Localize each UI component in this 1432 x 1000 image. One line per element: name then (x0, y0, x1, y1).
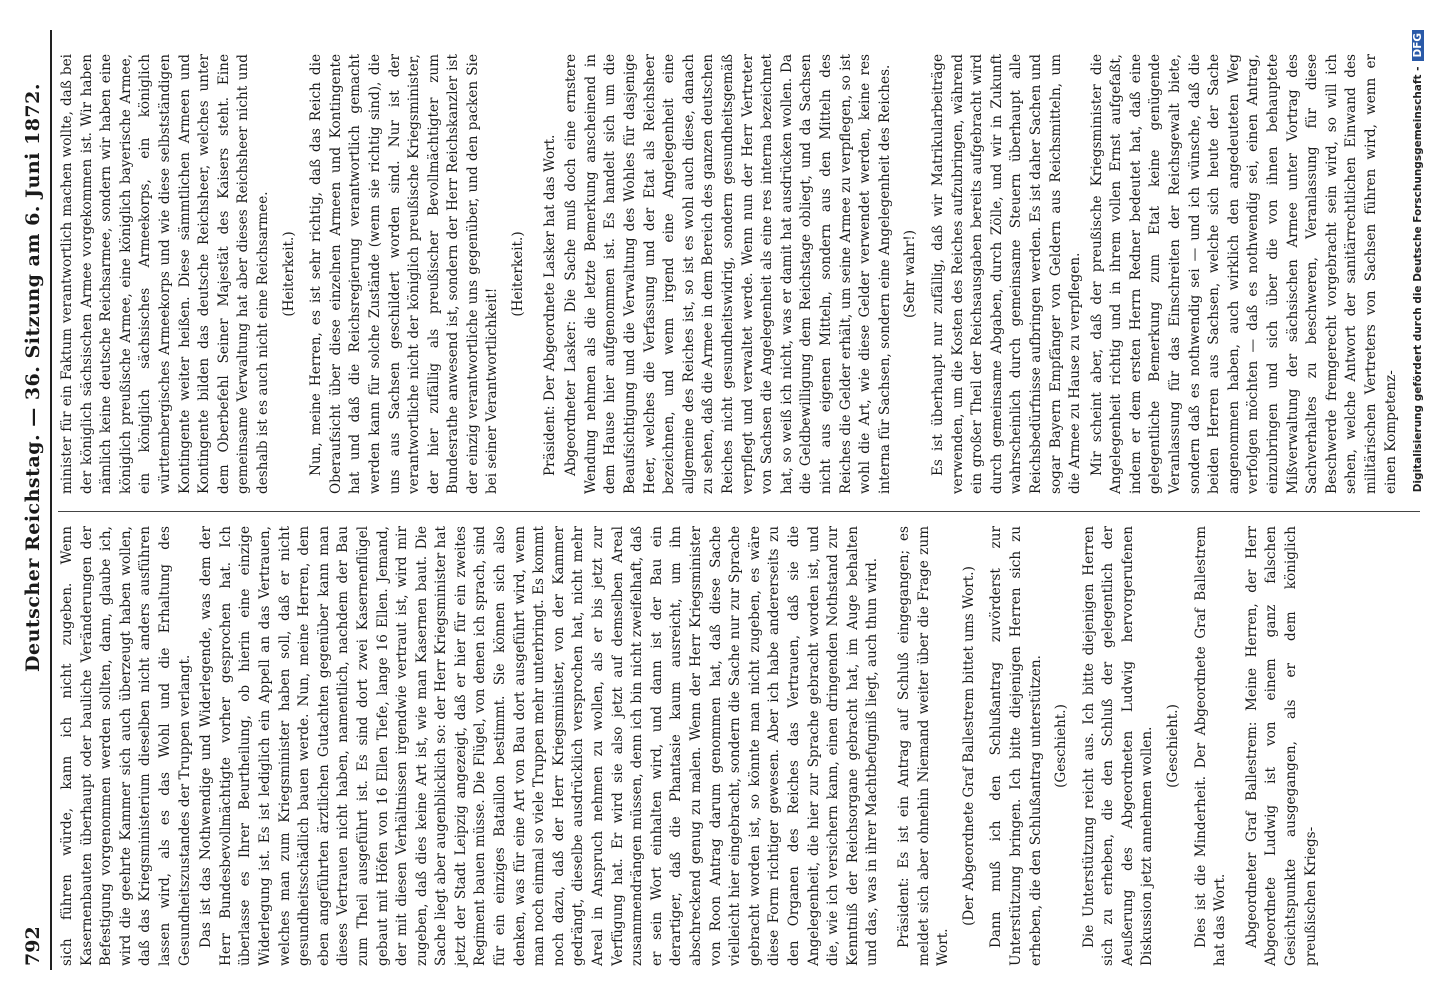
right-column (58, 54, 1403, 494)
paragraph: Nun, meine Herren, es ist sehr richtig, daß das Reich die Oberaufsicht über diese einzelnen Armeen und Kontingente hat und daß die Reichsregierung verantwortlich gemacht werden kann für solche Zustände (wenn sie richtig sind), die uns aus Sachsen geschildert worden sind. Nur ist der verantwortliche nicht der königlich preußische Kriegsminister, der hier zufällig als preußischer Bevollmächtigter zum Bundesrathe anwesend ist, sondern der Herr Reichskanzler ist der einzig verantwortliche uns gegenüber, und den packen Sie bei seiner Verantwortlichkeit! (308, 54, 501, 494)
left-column (58, 526, 1323, 966)
digitization-credit (1412, 30, 1424, 970)
paragraph: Abgeordneter Lasker: Die Sache muß doch eine ernstere Wendung nehmen als die letzte Bemerkung anscheinend in dem Hause hier aufgenommen ist. Es handelt sich um die Beaufsichtigung und die Verwaltung des Wohles für dasjenige Heer, welches die Verfassung und der Etat als Reichsheer bezeichnen, und wenn irgend eine Angelegenheit eine allgemeine des Reiches ist, so ist es wohl auch diese, danach zu sehen, daß die Armee in dem Bereich des ganzen deutschen Reiches nicht gesundheitswidrig, sondern gesundheitsgemäß verpflegt und verwaltet werde. Wenn nun der Herr Vertreter von Sachsen die Angelegenheit als eine res interna bezeichnet hat, so weiß ich nicht, was er damit hat ausdrücken wollen. Da die Geldbewilligung dem Reichstage obliegt, und da Sachsen nicht aus eigenen Mitteln, sondern aus den Mitteln des Reiches die Gelder erhält, um seine Armee zu verpflegen, so ist wohl die Art, wie diese Gelder verwendet werden, keine res interna für Sachsen, sondern eine Angelegenheit des Reiches. (563, 54, 893, 494)
page-number: 792 (22, 926, 44, 966)
paragraph: Es ist überhaupt nur zufällig, daß wir Matrikularbeiträge verwenden, um die Kosten des Reiches aufzubringen, während ein großer Theil der Reichsausgaben bereits aufgebracht wird durch gemeinsame Abgaben, durch Zölle, und wir in Zukunft wahrscheinlich durch gemeinsame Steuern überhaupt alle Reichsbedürfnisse aufbringen werden. Es ist daher Sachen und sogar Bayern Empfänger von Geldern aus Reichsmitteln, um die Armee zu Hause zu verpflegen. (929, 54, 1084, 494)
header-rule (50, 30, 52, 970)
stage-direction: (Geschieht.) (1053, 704, 1070, 788)
paragraph: Präsident: Es ist ein Antrag auf Schluß eingegangen; es meldet sich aber ohnehin Niemand weiter über die Frage zum Wort. (895, 526, 952, 966)
column-separator (58, 511, 1420, 512)
stage-direction: (Heiterkeit.) (510, 231, 527, 317)
stage-direction: (Geschieht.) (1165, 704, 1182, 788)
stage-direction: (Heiterkeit.) (280, 231, 297, 317)
paragraph: Mir scheint aber, daß der preußische Kriegsminister die Angelegenheit richtig und in ihrem vollen Ernst aufgefaßt, indem er dem ersten Herrn Redner bedeutet hat, daß eine gelegentliche Bemerkung zum Etat keine genügende Veranlassung für das Einschreiten der Reichsgewalt biete, sondern daß es nothwendig sei — und ich wünsche, daß die beiden Herren aus Sachsen, welche sich heute der Sache angenommen haben, auch wirklich den angedeuteten Weg verfolgen möchten — daß es nothwendig sei, einen Antrag, einzubringen und sich über die von ihnen behauptete Mißverwaltung der sächsischen Armee unter Vortrag des Sachverhaltes zu beschweren, Veranlassung für diese Beschwerde fremgerecht vorgebracht sein wird, so will ich sehen, welche Antwort der sanitärrechtlichen Einwand des militärischen Vertreters von Sachsen führen wird, wenn er einen Kompetenz- (1088, 54, 1399, 494)
running-title: Deutscher Reichstag. — 36. Sitzung am 6. Juni 1872. (22, 83, 44, 672)
paragraph: Dann muß ich den Schlußantrag zuvörderst zur Unterstützung bringen. Ich bitte diejenigen Herren sich zu erheben, die den Schlußantrag unterstützen. (988, 526, 1044, 966)
paragraph: Präsident: Der Abgeordnete Lasker hat das Wort. (541, 134, 558, 476)
paragraph: minister für ein Faktum verantwortlich machen wollte, daß bei der königlich sächsischen Armee vorgekommen ist. Wir haben nämlich keine deutsche Reichsarmee, sondern wir haben eine königlich preußische Armee, eine königlich bayerische Armee, ein königlich sächsisches Armeekorps, ein königlich württembergisches Armeekorps und wie diese selbstständigen Kontingente weiter heißen. Diese sämmtlichen Armeen und Kontingente bilden das deutsche Reichsheer, welches unter dem Oberbefehl Seiner Majestät des Kaisers steht. Eine gemeinsame Verwaltung hat aber dieses Reichsheer nicht und deshalb ist es auch nicht eine Reichsarmee. (59, 54, 271, 494)
credit-text: Digitalisierung gefördert durch die Deutsche Forschungsgemeinschaft - (1412, 66, 1424, 493)
dfg-logo: DFG (1412, 30, 1424, 61)
paragraph: Das ist das Nothwendige und Widerlegende, was dem der Herr Bundesbevollmächtigte vorher gesprochen hat. Ich überlasse es Ihrer Beurtheilung, ob hierin eine einzige Widerlegung ist. Es ist lediglich ein Appell an das Vertrauen, welches man zum Kriegsminister haben soll, daß er nicht gesundheitsschädlich bauen werde. Nun, meine Herren, dem eben angeführten ärztlichen Gutachten gegenüber kann man dieses Vertrauen nicht haben, namentlich, nachdem der Bau zum Theil ausgeführt ist. Es sind dort zwei Kasernenflügel gebaut mit Höfen von 16 Ellen Tiefe, lange 16 Ellen. Jemand, der mit diesen Verhältnissen irgendwie vertraut ist, wird mir zugeben, daß dies keine Art ist, wie man Kasernen baut. Die Sache liegt aber augenblicklich so: der Herr Kriegsminister hat jetzt der Stadt Leipzig angezeigt, daß er hier für ein zweites Regiment bauen müsse. Die Flügel, von denen ich sprach, sind für ein einziges Bataillon bestimmt. Sie können sich also denken, was für eine Art von Bau dort ausgeführt wird, wenn man noch einmal so viele Truppen mehr unterbringt. Es kommt noch dazu, daß der Herr Kriegsminister, von der Kammer gedrängt, dieselbe ausdrücklich versprochen hat, nicht mehr Areal in Anspruch nehmen zu wollen, als er bis jetzt zur Verfügung hat. Er wird sie also jetzt auf demselben Areal zusammendrängen müssen, denn ich bin nicht zweifelhaft, daß er sein Wort einhalten wird, und dann ist der Bau ein derartiger, daß die Phantasie kaum ausreicht, um ihn abschreckend genug zu malen. Wenn der Herr Kriegsminister von Roon Antrag darum genommen hat, daß diese Sache vielleicht hier eingebracht, sondern die Sache nur zur Sprache gebracht worden ist, so könnte man nicht zugeben, es wäre diese Form richtiger gewesen. Aber ich habe andererseits zu den Organen des Reiches das Vertrauen, daß sie die Angelegenheit, die hier zur Sprache gebracht worden ist, und die, wie ich versichern kann, einen dringenden Nothstand zur Kenntniß der Reichsorgane gebracht hat, im Auge behalten und das, was in ihrer Machtbefugniß liegt, auch thun wird. (198, 526, 881, 966)
paragraph: Abgeordneter Graf Ballestrem: Meine Herren, der Herr Abgeordnete Ludwig ist von einem ganz falschen Gesichtspunkte ausgegangen, als er dem königlich preußischen Kriegs- (1243, 526, 1319, 966)
paragraph: sich führen würde, kann ich nicht zugeben. Wenn Kasernenbauten überhaupt oder bauliche Veränderungen der Befestigung vorgenommen werden sollten, dann, glaube ich, wird die geehrte Kammer sich auch überzeugt haben wollen, daß das Kriegsministerium dieselben nicht anders ausführen lassen wird, als es das Wohl und die Erhaltung des Gesundheitszustandes der Truppen verlangt. (59, 526, 193, 966)
stage-direction: (Der Abgeordnete Graf Ballestrem bittet ums Wort.) (960, 566, 977, 926)
paragraph: Die Unterstützung reicht aus. Ich bitte diejenigen Herren sich zu erheben, die den Schluß der gelegentlich der Aeußerung des Abgeordneten Ludwig hervorgerufenen Diskussion jetzt annehmen wollen. (1080, 526, 1156, 966)
paragraph: Dies ist die Minderheit. Der Abgeordnete Graf Ballestrem hat das Wort. (1192, 526, 1229, 966)
stage-direction: (Sehr wahr!) (902, 230, 919, 318)
